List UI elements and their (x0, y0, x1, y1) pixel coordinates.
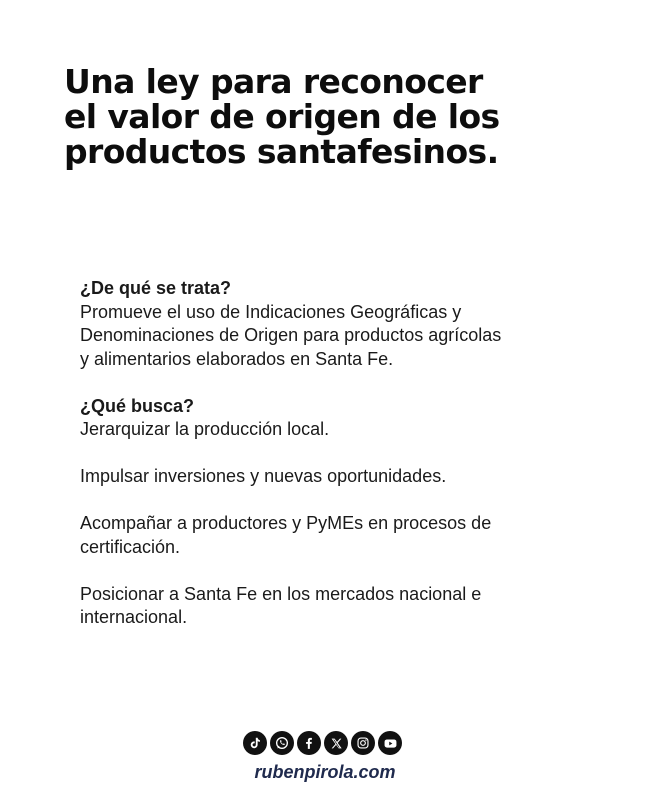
goal-item-line: Impulsar inversiones y nuevas oportunidades. (80, 466, 447, 486)
title-line: Una ley para reconocer (64, 62, 483, 101)
paragraph-line: y alimentarios elaborados en Santa Fe. (80, 348, 394, 369)
section-heading: ¿Qué busca? (80, 395, 195, 416)
section-what-is-it (80, 277, 580, 371)
facebook-icon[interactable] (297, 731, 321, 755)
website-link[interactable]: rubenpirola.com (254, 762, 396, 782)
goal-item (80, 465, 580, 489)
title-line: el valor de origen de los (64, 97, 500, 136)
goal-item-line: certificación. (80, 536, 181, 557)
x-icon[interactable] (324, 731, 348, 755)
goal-item-line: Posicionar a Santa Fe en los mercados nacional e (80, 583, 482, 604)
social-icons (243, 731, 402, 755)
goal-item (80, 512, 580, 559)
tiktok-icon[interactable] (243, 731, 267, 755)
paragraph-line: Denominaciones de Origen para productos agrícolas (80, 325, 502, 345)
goal-item-line: Acompañar a productores y PyMEs en procesos de (80, 513, 492, 533)
youtube-icon[interactable] (378, 731, 402, 755)
paragraph-line: Promueve el uso de Indicaciones Geográficas y (80, 301, 462, 322)
whatsapp-icon[interactable] (270, 731, 294, 755)
section-heading: ¿De qué se trata? (80, 278, 232, 298)
title-line: productos santafesinos. (64, 132, 499, 171)
goal-item: Jerarquizar la producción local. (80, 419, 330, 439)
goal-item (80, 583, 580, 630)
content-body (80, 277, 580, 630)
instagram-icon[interactable] (351, 731, 375, 755)
goal-item-line: internacional. (80, 607, 188, 627)
page-title (64, 64, 584, 169)
section-goals (80, 395, 580, 442)
